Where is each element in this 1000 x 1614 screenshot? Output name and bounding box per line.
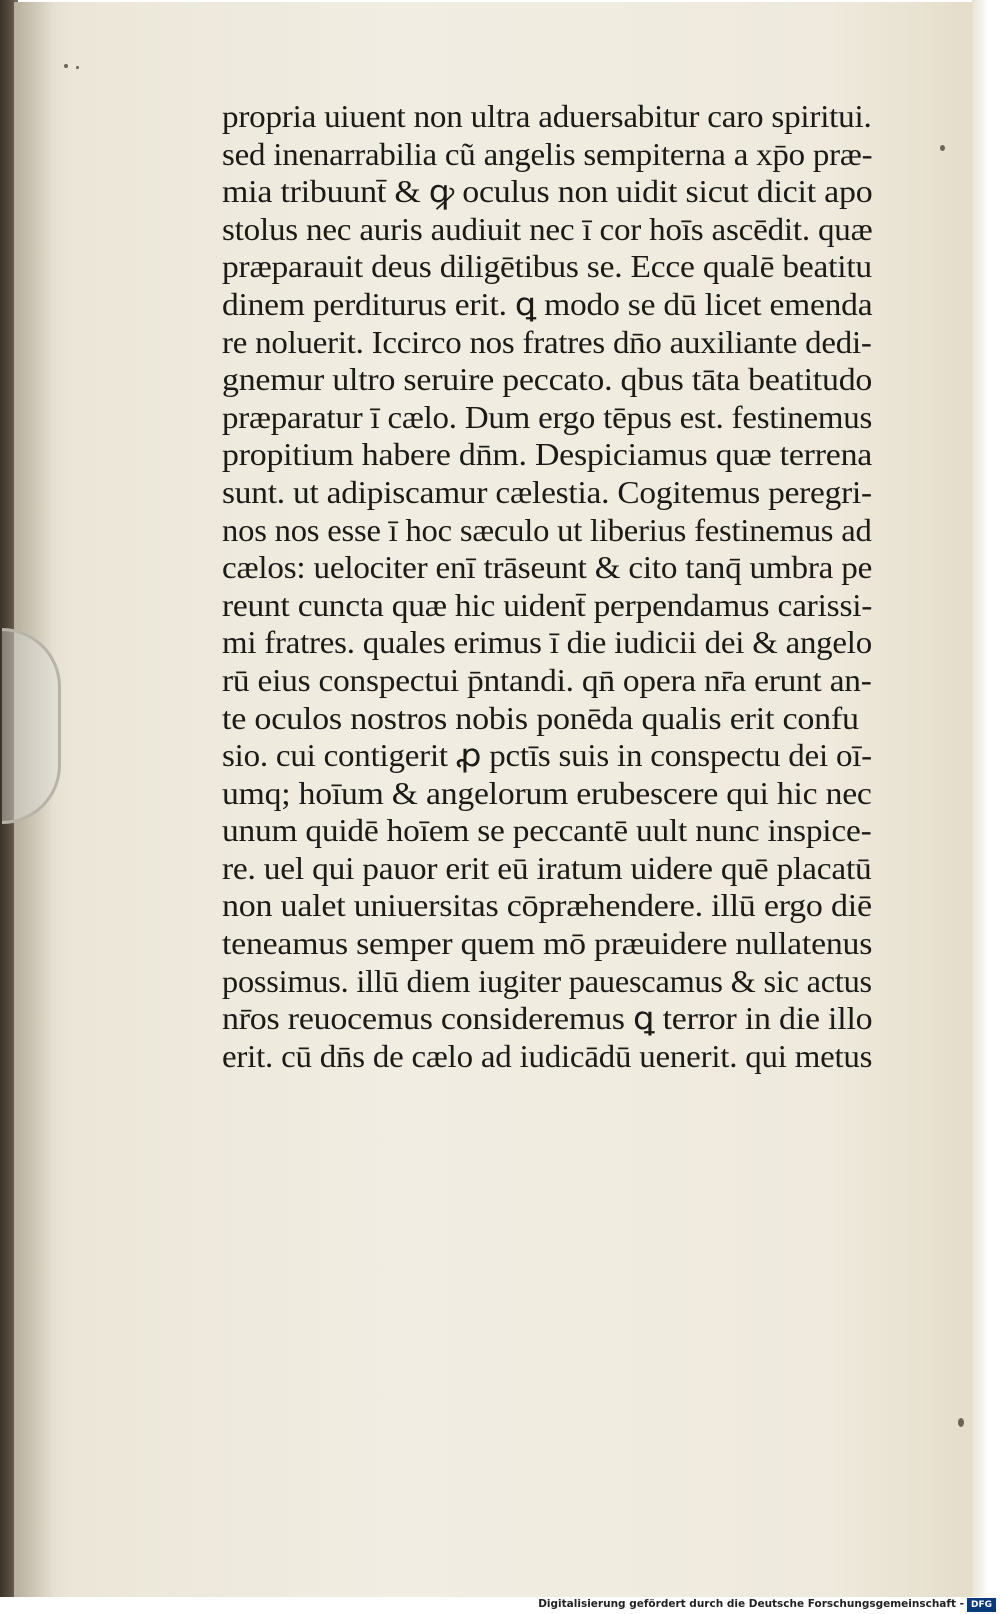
text-line: sed inenarrabilia cũ angelis sempiterna a xp̄o præ- (222, 136, 873, 172)
ink-speck (940, 145, 945, 151)
dfg-logo[interactable]: DFG (967, 1598, 996, 1612)
page-clip (2, 628, 61, 824)
text-line: nr̄os reuocemus consideremus ꝗ terror in die illo (222, 1001, 873, 1037)
text-line: erit. cū dn̄s de cælo ad iudicādū uenerit. qui metus (222, 1038, 873, 1074)
ink-speck (958, 1418, 964, 1427)
text-line: nos nos esse ī hoc sæculo ut liberius festinemus ad (222, 512, 872, 548)
text-line: propria uiuent non ultra aduersabitur caro spiritui. (222, 99, 872, 134)
text-line: non ualet uniuersitas cōpræhendere. illū ergo diē (222, 888, 872, 924)
text-line: dinem perditurus erit. ꝗ modo se dū licet emenda (222, 286, 873, 322)
text-line: re. uel qui pauor erit eū iratum uidere quē placatū (222, 850, 872, 886)
text-line: possimus. illū diem iugiter pauescamus & sic actus (222, 963, 872, 999)
text-line: gnemur ultro seruire peccato. qbus tāta beatitudo (222, 362, 873, 398)
dfg-credit-text: Digitalisierung gefördert durch die Deutsche Forschungsgemeinschaft - (538, 1598, 964, 1610)
text-line: mi fratres. quales erimus ī die iudicii dei & angelo (222, 625, 872, 661)
text-line: cælos: uelociter enī trāseunt & cito tanq̄ umbra pe (222, 550, 873, 586)
text-line: præparauit deus diligētibus se. Ecce qualē beatitu (222, 249, 872, 285)
page-right-edge (972, 0, 1000, 1597)
text-line: umq; hoīum & angelorum erubescere qui hic nec (222, 775, 872, 811)
text-line: mia tribuunt̄ & ꝙ oculus non uidit sicut dicit apo (222, 174, 873, 210)
text-line: te oculos nostros nobis ponēda qualis erit confu (222, 700, 859, 736)
ink-speck (76, 66, 79, 69)
footer-bar (0, 1597, 1000, 1614)
text-line: teneamus semper quem mō præuidere nullatenus (222, 926, 873, 962)
text-line: rū eius conspectui p̄ntandi. qn̄ opera nr̄a erunt an- (222, 662, 872, 698)
ink-speck (64, 64, 68, 68)
text-line: stolus nec auris audiuit nec ī cor hoīs ascēdit. quæ (222, 211, 873, 247)
text-line: propitium habere dn̄m. Despiciamus quæ terrena (222, 437, 873, 473)
text-line: præparatur ī cælo. Dum ergo tēpus est. festinemus (222, 399, 873, 435)
text-line: reunt cuncta quæ hic uident̄ perpendamus carissi- (222, 587, 873, 623)
text-line: sunt. ut adipiscamur cælestia. Cogitemus peregri- (222, 474, 872, 510)
text-line: re noluerit. Iccirco nos fratres dn̄o auxiliante dedi- (222, 324, 872, 360)
text-line: unum quidē hoīem se peccantē uult nunc inspice- (222, 813, 872, 849)
text-line: sio. cui contigerit ꝓ pctīs suis in conspectu dei oī- (222, 738, 872, 774)
document-body (222, 98, 872, 1075)
